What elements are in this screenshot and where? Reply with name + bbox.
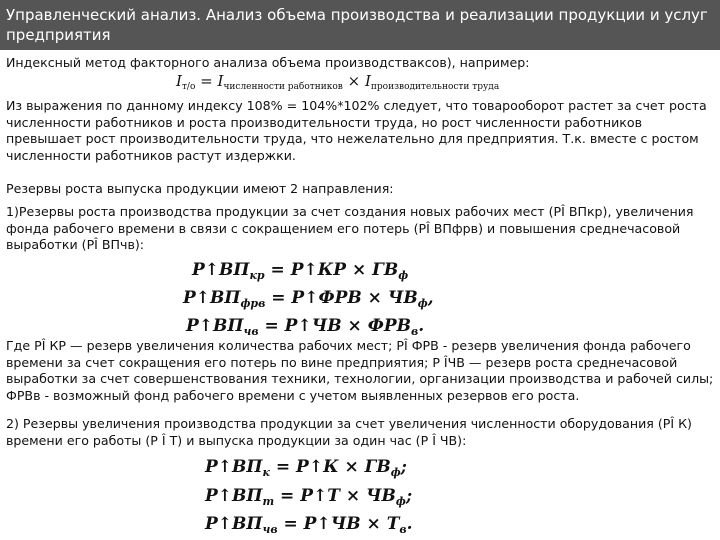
formula-p: Р (284, 316, 298, 336)
formula-lhs: ВП (232, 457, 263, 477)
index-times: × (347, 72, 361, 90)
formula-factor-2-sub: в (399, 523, 407, 536)
reserve-arrow-icon: ↑ (217, 514, 233, 534)
formula-reserve-kr (192, 260, 408, 286)
formula-p: Р (183, 288, 196, 308)
paragraph-directions: Резервы роста выпуска продукции имеют 2 направления: (6, 181, 394, 196)
formula-reserve-frv (183, 288, 434, 314)
formula-tail: , (427, 288, 434, 308)
reserve-arrow-icon: ↑ (308, 457, 324, 477)
paragraph-direction-1: 1)Резервы роста производства продукции за счет создания новых рабочих мест (РÎ ВПкр), увеличения фонда рабочего времени в связи с сокращением его потерь (РÎ ВПфрв) и повышения среднечасовой выработки (РÎ ВПчв): (6, 204, 694, 252)
formula-factor-2-sub: ф (417, 297, 428, 310)
formula-factor-1: ЧВ (330, 514, 361, 534)
formula-times: × (344, 457, 359, 477)
formula-p: Р (205, 486, 218, 506)
formula-factor-2: Т (386, 514, 400, 534)
formula-p: Р (192, 260, 205, 280)
formula-tail: ; (405, 486, 413, 506)
formula-p: Р (296, 457, 309, 477)
formula-tail: ; (400, 457, 407, 477)
reserve-arrow-icon: ↑ (198, 316, 214, 336)
formula-factor-2-sub: ф (395, 495, 406, 508)
formula-eq: = (271, 288, 286, 308)
formula-times: × (347, 316, 362, 336)
formula-p: Р (205, 457, 218, 477)
formula-eq: = (270, 260, 285, 280)
formula-lhs-sub: чв (243, 325, 259, 338)
formula-factor-2: ЧВ (366, 486, 396, 506)
formula-lhs: ВП (219, 260, 250, 280)
formula-p: Р (291, 288, 305, 308)
reserve-arrow-icon: ↑ (303, 260, 318, 280)
formula-factor-2: ГВ (372, 260, 399, 280)
formula-times: × (345, 486, 361, 506)
paragraph-direction-2: 2) Резервы увеличения производства продукции за счет увеличения численности оборудования (РÎ К) времени его работы (Р Î Т) и выпуска продукции за один час (Р Î ЧВ): (6, 416, 692, 448)
slide-header (0, 0, 720, 50)
formula-lhs: ВП (232, 514, 263, 534)
formula-factor-1: КР (317, 260, 347, 280)
reserve-arrow-icon: ↑ (217, 486, 233, 506)
reserve-arrow-icon: ↑ (297, 316, 312, 336)
formula-eq: = (280, 486, 295, 506)
formula-lhs-sub: чв (262, 523, 278, 536)
index-i1: I (217, 72, 224, 90)
reserve-arrow-icon: ↑ (316, 514, 331, 534)
formula-times: × (351, 260, 367, 280)
formula-factor-2-sub: ф (390, 466, 401, 479)
slide-title: Управленческий анализ. Анализ объема производства и реализации продукции и услуг предприятия (6, 6, 708, 44)
formula-lhs: ВП (213, 316, 244, 336)
formula-p: Р (205, 514, 218, 534)
formula-lhs-sub: фрв (240, 297, 266, 310)
formula-factor-1: ФРВ (318, 288, 362, 308)
index-eq: = (200, 72, 213, 90)
formula-factor-2: ЧВ (387, 288, 418, 308)
formula-lhs-sub: к (262, 466, 270, 479)
formula-factor-2: ГВ (364, 457, 391, 477)
paragraph-index-method: Индексный метод факторного анализа объема производствaксов), например: (6, 55, 530, 70)
formula-factor-1: Т (327, 486, 340, 506)
index-i1-sub: численности работников (223, 82, 343, 92)
formula-factor-1: ЧВ (311, 316, 342, 336)
index-lhs-sub: т/о (181, 82, 196, 92)
reserve-arrow-icon: ↑ (195, 288, 211, 308)
formula-reserve-chv-2 (205, 514, 413, 540)
paragraph-index-explanation: Из выражения по данному индексу 108% = 104%*102% следует, что товарооборот растет за счет роста численности работников и роста производительности труда, но рост численности работников превышает рост производительности труда, что нежелательно для предприятия. Т.к. вместе с ростом численности работников растут издержки. (6, 98, 707, 163)
paragraph-definitions: Где РÎ КР — резерв увеличения количества рабочих мест; РÎ ФРВ - резерв увеличения фонда рабочего времени за счет сокращения его потерь по вине предприятия; Р ÎЧВ — резерв роста среднечасовой выработки за счет совершенствования техники, технологии, организации производства и рабочей силы; ФРВв - возможный фонд рабочего времени с учетом выявленных резервов его роста. (6, 338, 714, 403)
formula-p: Р (303, 514, 317, 534)
index-i2: I (364, 72, 371, 90)
formula-reserve-t (205, 486, 412, 512)
formula-lhs-sub: кр (249, 269, 265, 282)
formula-times: × (366, 514, 381, 534)
formula-tail: . (418, 316, 425, 336)
formula-factor-2-sub: в (411, 325, 419, 338)
index-i2-sub: производительности труда (370, 82, 500, 92)
index-formula (176, 72, 499, 92)
reserve-arrow-icon: ↑ (217, 457, 233, 477)
formula-tail: . (406, 514, 413, 534)
formula-p: Р (300, 486, 314, 506)
index-lhs: I (176, 72, 182, 90)
formula-lhs: ВП (232, 486, 263, 506)
formula-times: × (367, 288, 382, 308)
formula-eq: = (283, 514, 298, 534)
formula-factor-2-sub: ф (398, 269, 409, 282)
formula-p: Р (290, 260, 304, 280)
reserve-arrow-icon: ↑ (204, 260, 220, 280)
formula-factor-1: К (323, 457, 339, 477)
formula-lhs-sub: m (262, 495, 275, 508)
formula-eq: = (264, 316, 279, 336)
formula-reserve-k (205, 457, 407, 483)
formula-p: Р (186, 316, 199, 336)
reserve-arrow-icon: ↑ (304, 288, 319, 308)
formula-lhs: ВП (210, 288, 241, 308)
formula-factor-2: ФРВ (367, 316, 411, 336)
reserve-arrow-icon: ↑ (313, 486, 328, 506)
formula-eq: = (275, 457, 291, 477)
